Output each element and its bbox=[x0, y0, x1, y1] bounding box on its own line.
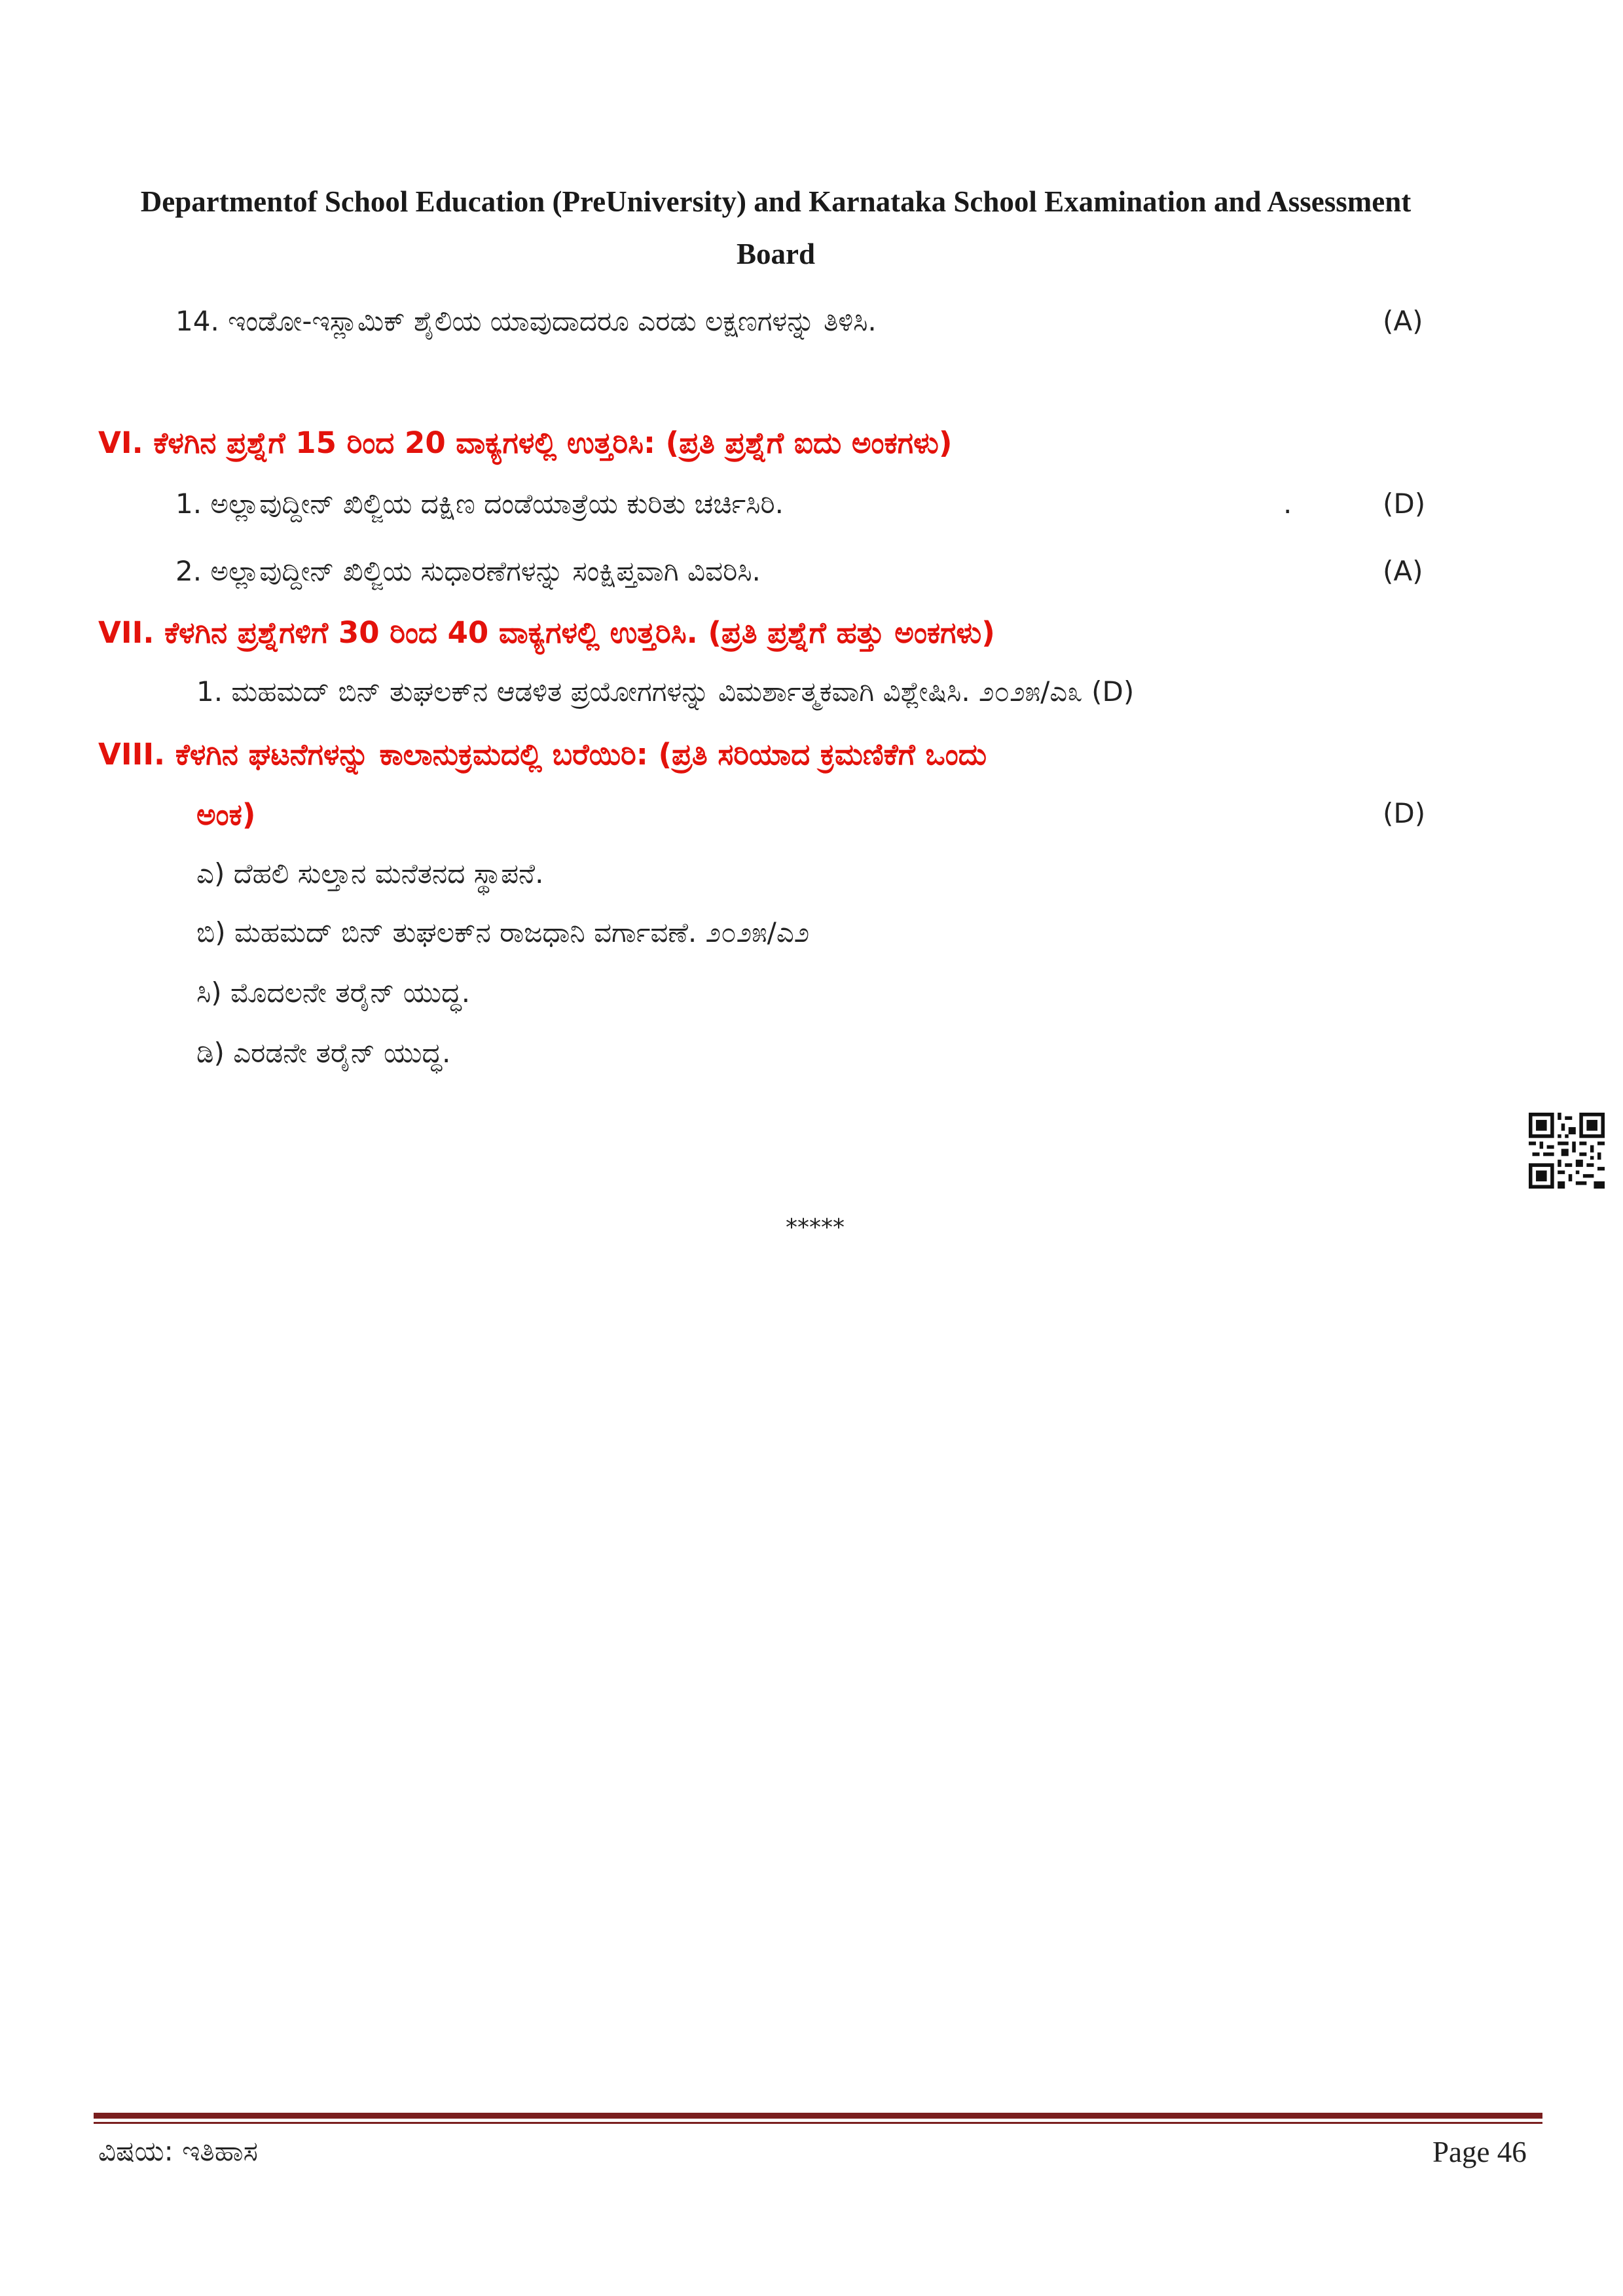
section-viii-item-b: ಬಿ) ಮಹಮದ್ ಬಿನ್ ತುಘಲಕ್‌ನ ರಾಜಧಾನಿ ವರ್ಗಾವಣೆ. ೨೦೨೫/ಎ೨ bbox=[196, 916, 810, 948]
section-viii-heading-line-2: ಅಂಕ) bbox=[196, 797, 256, 832]
section-vi-heading: VI. ಕೆಳಗಿನ ಪ್ರಶ್ನೆಗೆ 15 ರಿಂದ 20 ವಾಕ್ಯಗಳಲ್ಲಿ ಉತ್ತರಿಸಿ: (ಪ್ರತಿ ಪ್ರಶ್ನೆಗೆ ಐದು ಅಂಕಗಳು) bbox=[98, 425, 953, 460]
question-14-mark: (A) bbox=[1383, 305, 1423, 337]
section-viii-mark: (D) bbox=[1383, 797, 1426, 829]
document-header bbox=[98, 175, 1453, 280]
section-viii-heading-line-1: VIII. ಕೆಳಗಿನ ಘಟನೆಗಳನ್ನು ಕಾಲಾನುಕ್ರಮದಲ್ಲಿ ಬರೆಯಿರಿ: (ಪ್ರತಿ ಸರಿಯಾದ ಕ್ರಮಣಿಕೆಗೆ ಒಂದು bbox=[98, 737, 987, 772]
section-vi-item-1: 1. ಅಲ್ಲಾವುದ್ದೀನ್ ಖಿಲ್ಜಿಯ ದಕ್ಷಿಣ ದಂಡೆಯಾತ್ರೆಯ ಕುರಿತು ಚರ್ಚಿಸಿರಿ. bbox=[175, 488, 784, 520]
section-viii-item-d: ಡಿ) ಎರಡನೇ ತರೈನ್ ಯುದ್ಧ. bbox=[196, 1037, 451, 1069]
question-14: 14. ಇಂಡೋ-ಇಸ್ಲಾಮಿಕ್ ಶೈಲಿಯ ಯಾವುದಾದರೂ ಎರಡು ಲಕ್ಷಣಗಳನ್ನು ತಿಳಿಸಿ. bbox=[175, 305, 877, 337]
footer-rule-thick bbox=[94, 2113, 1542, 2119]
footer-rule-thin bbox=[94, 2122, 1542, 2124]
section-vii-heading: VII. ಕೆಳಗಿನ ಪ್ರಶ್ನೆಗಳಿಗೆ 30 ರಿಂದ 40 ವಾಕ್ಯಗಳಲ್ಲಿ ಉತ್ತರಿಸಿ. (ಪ್ರತಿ ಪ್ರಶ್ನೆಗೆ ಹತ್ತು ಅಂಕಗಳು) bbox=[98, 615, 995, 650]
section-viii-item-c: ಸಿ) ಮೊದಲನೇ ತರೈನ್ ಯುದ್ಧ. bbox=[196, 977, 471, 1009]
section-vi-item-2: 2. ಅಲ್ಲಾವುದ್ದೀನ್ ಖಿಲ್ಜಿಯ ಸುಧಾರಣೆಗಳನ್ನು ಸಂಕ್ಷಿಪ್ತವಾಗಿ ವಿವರಿಸಿ. bbox=[175, 555, 761, 587]
header-line-2: Board bbox=[736, 238, 815, 270]
section-vi-item-2-mark: (A) bbox=[1383, 555, 1423, 587]
section-vii-item-1: 1. ಮಹಮದ್ ಬಿನ್ ತುಘಲಕ್‌ನ ಆಡಳಿತ ಪ್ರಯೋಗಗಳನ್ನು ವಿಮರ್ಶಾತ್ಮಕವಾಗಿ ವಿಶ್ಲೇಷಿಸಿ. ೨೦೨೫/ಎ೩ (D) bbox=[196, 675, 1135, 708]
footer-page-number: Page 46 bbox=[1432, 2136, 1527, 2168]
footer-subject: ವಿಷಯ: ಇತಿಹಾಸ bbox=[98, 2135, 258, 2167]
end-separator: ***** bbox=[786, 1214, 845, 1241]
qr-code-icon bbox=[1529, 1113, 1605, 1189]
section-viii-item-a: ಎ) ದೆಹಲಿ ಸುಲ್ತಾನ ಮನೆತನದ ಸ್ಥಾಪನೆ. bbox=[196, 857, 544, 889]
section-vi-item-1-dot: . bbox=[1283, 488, 1292, 520]
section-vi-item-1-mark: (D) bbox=[1383, 488, 1426, 520]
header-line-1: Departmentof School Education (PreUniversity) and Karnataka School Examination and Assessment bbox=[140, 185, 1412, 218]
